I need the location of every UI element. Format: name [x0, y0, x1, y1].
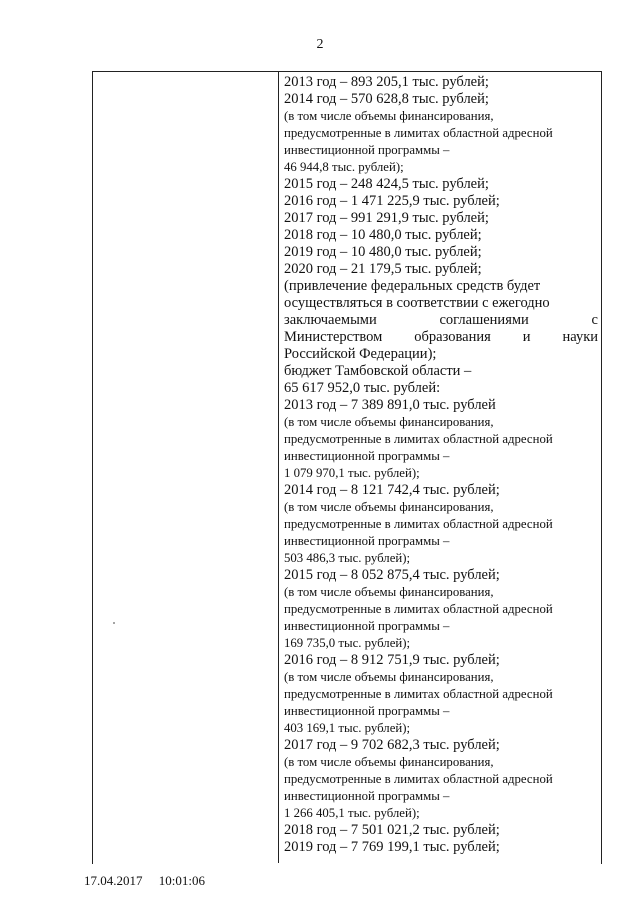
text-line: 2017 год – 9 702 682,3 тыс. рублей;: [284, 737, 500, 753]
text-line: 2018 год – 10 480,0 тыс. рублей;: [284, 227, 482, 243]
justified-word: с: [591, 312, 598, 328]
justified-word: Министерством: [284, 329, 383, 345]
text-line: 2016 год – 8 912 751,9 тыс. рублей;: [284, 652, 500, 668]
text-line: (в том числе объемы финансирования,: [284, 670, 494, 684]
table-column-divider: [278, 71, 279, 863]
text-line: 2020 год – 21 179,5 тыс. рублей;: [284, 261, 482, 277]
text-line: инвестиционной программы –: [284, 789, 450, 803]
text-line: 2014 год – 8 121 742,4 тыс. рублей;: [284, 482, 500, 498]
justified-word: и: [522, 329, 531, 345]
text-line: (в том числе объемы финансирования,: [284, 109, 494, 123]
text-line: Российской Федерации);: [284, 346, 437, 362]
text-line: 2017 год – 991 291,9 тыс. рублей;: [284, 210, 489, 226]
justified-word: соглашениями: [439, 312, 529, 328]
text-line: 2019 год – 7 769 199,1 тыс. рублей;: [284, 839, 500, 855]
scan-speck: [113, 622, 115, 624]
text-line: инвестиционной программы –: [284, 143, 450, 157]
text-line: 2015 год – 8 052 875,4 тыс. рублей;: [284, 567, 500, 583]
text-line: 2013 год – 893 205,1 тыс. рублей;: [284, 74, 489, 90]
page-number: 2: [316, 37, 324, 52]
text-line: бюджет Тамбовской области –: [284, 363, 472, 379]
text-line: 2015 год – 248 424,5 тыс. рублей;: [284, 176, 489, 192]
text-line: 1 079 970,1 тыс. рублей);: [284, 466, 420, 480]
text-line: 2013 год – 7 389 891,0 тыс. рублей: [284, 397, 496, 413]
text-line: (привлечение федеральных средств будет: [284, 278, 541, 294]
text-line: осуществляться в соответствии с ежегодно: [284, 295, 550, 311]
table-right-cell: [284, 74, 598, 856]
justified-word: образования: [414, 329, 491, 345]
text-line: 2018 год – 7 501 021,2 тыс. рублей;: [284, 822, 500, 838]
text-line: предусмотренные в лимитах областной адресной: [284, 517, 553, 531]
text-line: 2019 год – 10 480,0 тыс. рублей;: [284, 244, 482, 260]
text-line: 169 735,0 тыс. рублей);: [284, 636, 411, 650]
text-line: инвестиционной программы –: [284, 534, 450, 548]
text-line: (в том числе объемы финансирования,: [284, 585, 494, 599]
text-line: 2016 год – 1 471 225,9 тыс. рублей;: [284, 193, 500, 209]
text-line: предусмотренные в лимитах областной адресной: [284, 602, 553, 616]
text-line: предусмотренные в лимитах областной адресной: [284, 432, 553, 446]
text-line: (в том числе объемы финансирования,: [284, 755, 494, 769]
text-line: 503 486,3 тыс. рублей);: [284, 551, 411, 565]
text-line: 65 617 952,0 тыс. рублей:: [284, 380, 441, 396]
text-line: (в том числе объемы финансирования,: [284, 415, 494, 429]
text-line: (в том числе объемы финансирования,: [284, 500, 494, 514]
justified-word: науки: [562, 329, 598, 345]
footer-date: 17.04.2017: [84, 873, 143, 888]
text-line: предусмотренные в лимитах областной адресной: [284, 687, 553, 701]
justified-text-line: [284, 329, 598, 346]
text-line: 403 169,1 тыс. рублей);: [284, 721, 411, 735]
justified-word: заключаемыми: [284, 312, 377, 328]
text-line: предусмотренные в лимитах областной адресной: [284, 772, 553, 786]
print-footer: [84, 873, 205, 889]
text-line: 2014 год – 570 628,8 тыс. рублей;: [284, 91, 489, 107]
text-line: инвестиционной программы –: [284, 704, 450, 718]
justified-text-line: [284, 312, 598, 329]
footer-time: 10:01:06: [158, 873, 205, 888]
text-line: инвестиционной программы –: [284, 449, 450, 463]
text-line: 1 266 405,1 тыс. рублей);: [284, 806, 420, 820]
text-line: 46 944,8 тыс. рублей);: [284, 160, 404, 174]
text-line: инвестиционной программы –: [284, 619, 450, 633]
text-line: предусмотренные в лимитах областной адресной: [284, 126, 553, 140]
